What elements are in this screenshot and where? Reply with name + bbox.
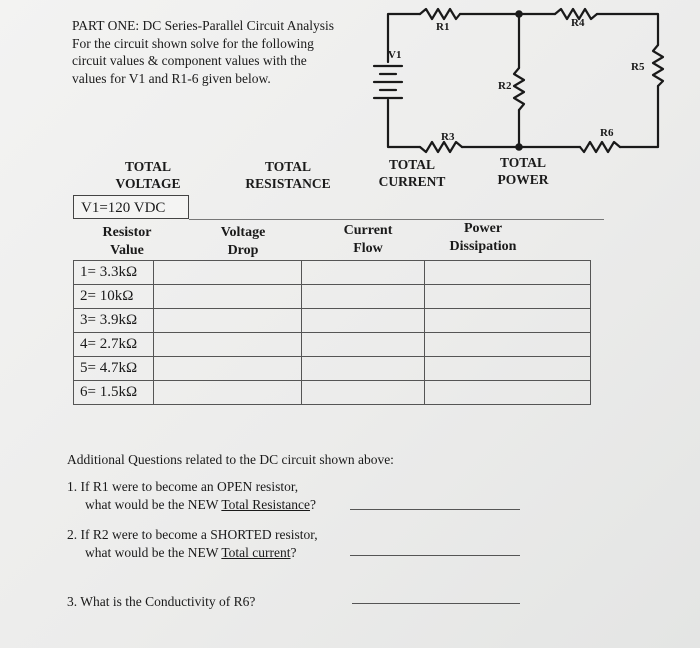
additional-questions-title: Additional Questions related to the DC circuit shown above:	[67, 452, 394, 467]
question-text: what would be the NEW	[85, 497, 222, 512]
header-line: Drop	[227, 243, 259, 258]
resistor-r1-symbol	[420, 9, 460, 19]
intro-line: For the circuit shown solve for the following	[72, 35, 314, 51]
header-line: Power	[463, 221, 503, 236]
current-flow-cell[interactable]	[301, 357, 425, 381]
header-line: TOTAL	[124, 159, 172, 174]
question-text: ?	[290, 545, 297, 560]
wire-bottom-left	[388, 100, 420, 147]
current-flow-cell[interactable]	[301, 261, 425, 285]
resistor-value-cell: 5= 4.7kΩ	[74, 357, 154, 381]
resistor-value-cell: 1= 3.3kΩ	[74, 261, 154, 285]
current-flow-cell[interactable]	[301, 333, 425, 357]
voltage-drop-cell[interactable]	[153, 381, 301, 405]
table-row	[74, 309, 591, 333]
question-keyword: Total current	[221, 545, 291, 560]
circuit-diagram	[0, 0, 700, 220]
totals-answer-line	[189, 219, 604, 220]
current-flow-cell[interactable]	[301, 285, 425, 309]
question-text: ?	[310, 497, 317, 512]
column-header-resistor	[92, 224, 162, 260]
resistor-value-cell: 3= 3.9kΩ	[74, 309, 154, 333]
column-header-current	[333, 222, 403, 258]
header-line: TOTAL	[264, 159, 312, 174]
question-text: what would be the NEW	[85, 545, 222, 560]
question-1-line-1: 1. If R1 were to become an OPEN resistor,	[67, 479, 299, 494]
question-3: 3. What is the Conductivity of R6?	[67, 594, 256, 609]
label-v1: V1	[388, 49, 402, 61]
voltage-drop-cell[interactable]	[153, 285, 301, 309]
table-row	[74, 333, 591, 357]
junction-dot-bottom	[515, 143, 523, 151]
source-value-box: V1=120 VDC	[73, 195, 189, 219]
table-row	[74, 381, 591, 405]
question-2-line-2	[67, 544, 318, 562]
label-r1: R1	[436, 21, 450, 33]
header-line: POWER	[497, 172, 549, 187]
resistor-r2-symbol	[514, 68, 524, 110]
power-dissipation-cell[interactable]	[425, 381, 591, 405]
current-flow-cell[interactable]	[301, 309, 425, 333]
power-dissipation-cell[interactable]	[425, 333, 591, 357]
header-line: TOTAL	[388, 157, 436, 172]
table-row	[74, 285, 591, 309]
header-line: Dissipation	[449, 239, 517, 254]
resistor-table	[73, 260, 591, 405]
intro-line: circuit values & component values with the	[72, 53, 307, 68]
header-line: RESISTANCE	[245, 176, 331, 191]
intro-line: PART ONE: DC Series-Parallel Circuit Analysis	[72, 18, 335, 33]
label-r5: R5	[631, 61, 645, 73]
voltage-drop-cell[interactable]	[153, 261, 301, 285]
header-line: Flow	[353, 241, 383, 256]
header-line: TOTAL	[499, 155, 547, 170]
question-1-line-2	[67, 496, 316, 514]
header-line: CURRENT	[378, 174, 446, 189]
question-1	[67, 478, 316, 514]
answer-line-1[interactable]	[350, 509, 520, 510]
total-power-header	[488, 154, 558, 188]
question-2-line-1: 2. If R2 were to become a SHORTED resistor,	[67, 527, 318, 542]
resistor-value-cell: 4= 2.7kΩ	[74, 333, 154, 357]
column-header-voltage	[208, 224, 278, 260]
resistor-r6-symbol	[580, 142, 620, 152]
resistor-value-cell: 6= 1.5kΩ	[74, 381, 154, 405]
intro-line: values for V1 and R1-6 given below.	[72, 70, 271, 86]
resistor-value-cell: 2= 10kΩ	[74, 285, 154, 309]
label-r2: R2	[498, 80, 512, 92]
label-r4: R4	[571, 17, 585, 29]
junction-dot-top	[515, 10, 523, 18]
column-header-power	[438, 220, 528, 256]
table-row	[74, 261, 591, 285]
voltage-drop-cell[interactable]	[153, 333, 301, 357]
answer-line-3[interactable]	[352, 603, 520, 604]
resistor-r3-symbol	[420, 142, 462, 152]
voltage-drop-cell[interactable]	[153, 357, 301, 381]
total-current-header	[372, 156, 452, 190]
power-dissipation-cell[interactable]	[425, 261, 591, 285]
wire-top-right	[597, 14, 658, 45]
total-resistance-header	[238, 158, 338, 192]
power-dissipation-cell[interactable]	[425, 357, 591, 381]
label-r3: R3	[441, 131, 455, 143]
label-r6: R6	[600, 127, 614, 139]
header-line: VOLTAGE	[115, 176, 181, 191]
resistor-r5-symbol	[653, 45, 663, 86]
table-row	[74, 357, 591, 381]
wire-right-down	[620, 86, 658, 147]
header-line: Value	[110, 243, 144, 258]
voltage-drop-cell[interactable]	[153, 309, 301, 333]
header-line: Resistor	[102, 225, 152, 240]
header-line: Current	[343, 223, 393, 238]
power-dissipation-cell[interactable]	[425, 309, 591, 333]
power-dissipation-cell[interactable]	[425, 285, 591, 309]
answer-line-2[interactable]	[350, 555, 520, 556]
total-voltage-header	[108, 158, 188, 192]
header-line: Voltage	[220, 225, 266, 240]
question-keyword: Total Resistance	[221, 497, 311, 512]
question-2	[67, 526, 318, 562]
current-flow-cell[interactable]	[301, 381, 425, 405]
